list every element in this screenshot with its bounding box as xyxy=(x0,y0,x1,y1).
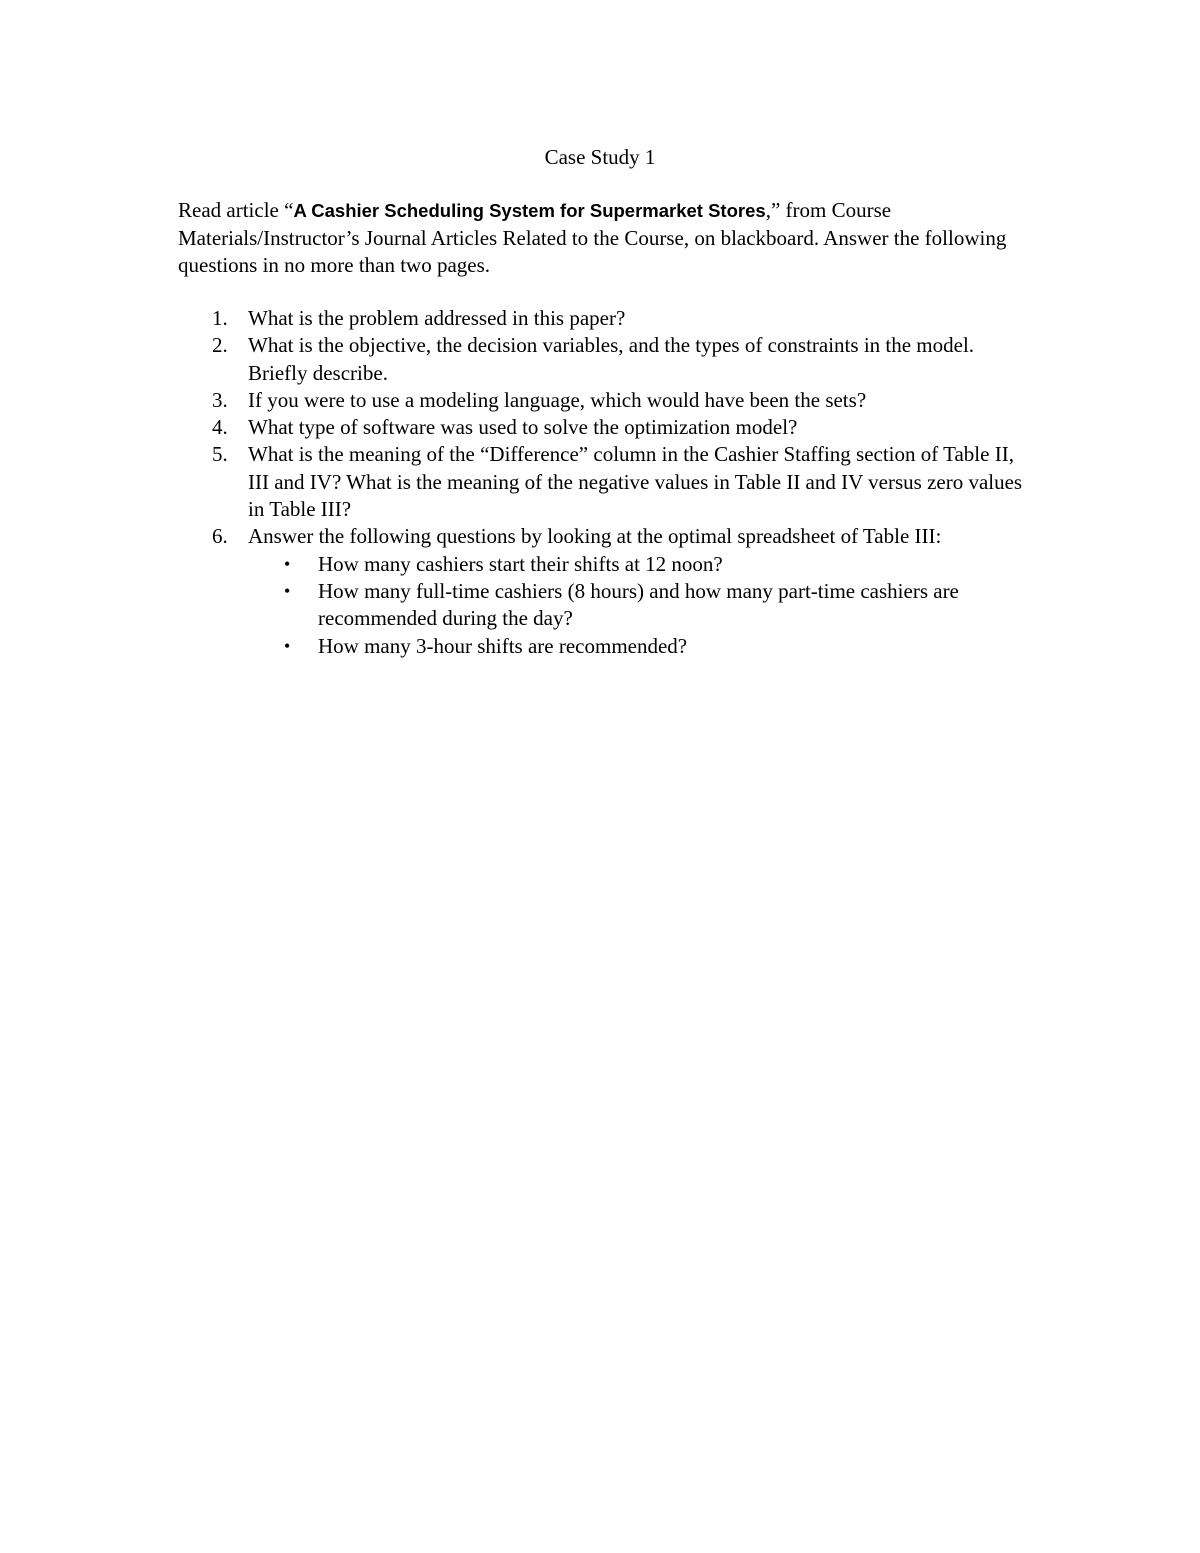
question-number: 1. xyxy=(212,306,228,330)
sub-question-item xyxy=(248,578,1028,633)
sub-question-text: How many 3-hour shifts are recommended? xyxy=(318,633,688,658)
sub-question-text: How many cashiers start their shifts at 12 noon? xyxy=(318,551,723,576)
sub-question-text: How many full-time cashiers (8 hours) and how many part-time cashiers are recommended during the day? xyxy=(318,578,959,631)
intro-text-before: Read article “ xyxy=(178,198,294,222)
question-item xyxy=(178,414,1028,441)
sub-question-item xyxy=(248,551,1028,578)
bullet-icon: • xyxy=(284,580,291,601)
question-text: What is the objective, the decision variables, and the types of constraints in the model. Briefly describe. xyxy=(248,333,975,385)
question-number: 3. xyxy=(212,387,228,412)
question-number: 2. xyxy=(212,333,228,358)
intro-text-after: ,” from Course Materials/Instructor’s Journal Articles Related to the Course, on blackboard. Answer the following questions in no more than two pages. xyxy=(178,198,1007,277)
question-item xyxy=(178,305,1028,332)
question-item xyxy=(178,332,1028,387)
question-text: Answer the following questions by looking at the optimal spreadsheet of Table III: xyxy=(248,524,942,549)
document-title: Case Study 1 xyxy=(544,145,656,169)
bullet-icon: • xyxy=(284,635,291,656)
question-item xyxy=(178,441,1028,523)
question-text: What type of software was used to solve the optimization model? xyxy=(248,415,798,440)
question-list xyxy=(178,305,1028,660)
intro-paragraph xyxy=(178,197,1028,280)
question-item xyxy=(178,387,1028,414)
question-number: 4. xyxy=(212,415,228,440)
bullet-icon: • xyxy=(284,553,291,574)
question-text: If you were to use a modeling language, which would have been the sets? xyxy=(248,387,867,412)
sub-question-list xyxy=(248,551,1028,660)
question-text: What is the problem addressed in this paper? xyxy=(248,306,626,330)
question-number: 6. xyxy=(212,524,228,549)
question-text: What is the meaning of the “Difference” column in the Cashier Staffing section of Table II, III and IV? What is the meaning of the negative values in Table II and IV versus zero values in Table III? xyxy=(248,442,1023,522)
article-title: A Cashier Scheduling System for Supermarket Stores xyxy=(293,200,766,221)
question-number: 5. xyxy=(212,442,228,467)
question-item xyxy=(178,523,1028,659)
sub-question-item xyxy=(248,633,1028,660)
